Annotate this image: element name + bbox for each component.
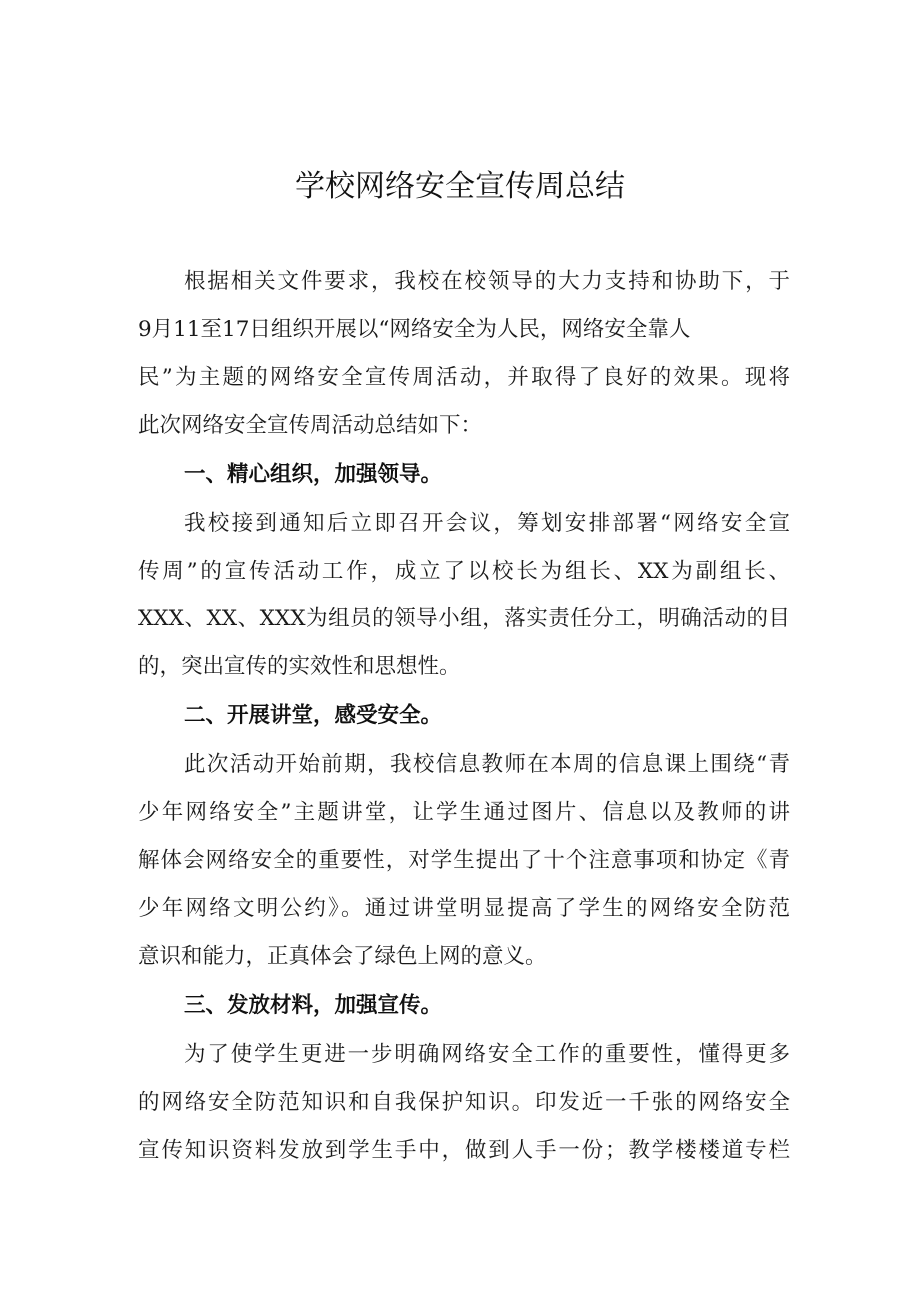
section-1-line-3: XXX、XX、XXX为组员的领导小组，落实责任分工，明确活动的目: [138, 606, 790, 631]
section-2-line-4: 少年网络文明公约》。通过讲堂明显提高了学生的网络安全防范: [138, 896, 790, 921]
section-3-line-2: 的网络安全防范知识和自我保护知识。印发近一千张的网络安全: [138, 1090, 790, 1115]
section-2-heading: 二、开展讲堂，感受安全。: [184, 703, 443, 728]
intro-line-2: 9月11至17日组织开展以“网络安全为人民，网络安全靠人: [138, 317, 691, 342]
section-2-line-1: 此次活动开始前期，我校信息教师在本周的信息课上围绕“青: [184, 752, 790, 777]
intro-line-4: 此次网络安全宣传周活动总结如下：: [138, 413, 483, 438]
section-1-line-2: 传周”的宣传活动工作，成立了以校长为组长、XX为副组长、: [138, 559, 790, 584]
section-1-line-4: 的，突出宣传的实效性和思想性。: [138, 654, 461, 679]
section-3-heading: 三、发放材料，加强宣传。: [184, 993, 443, 1018]
section-2-line-5: 意识和能力，正真体会了绿色上网的意义。: [138, 944, 547, 969]
intro-line-1: 根据相关文件要求，我校在校领导的大力支持和协助下，于: [184, 269, 790, 294]
section-3-line-1: 为了使学生更进一步明确网络安全工作的重要性，懂得更多: [184, 1042, 790, 1067]
section-1-line-1: 我校接到通知后立即召开会议，筹划安排部署“网络安全宣: [184, 511, 790, 536]
intro-line-3: 民”为主题的网络安全宣传周活动，并取得了良好的效果。现将: [138, 365, 790, 390]
section-2-line-2: 少年网络安全”主题讲堂，让学生通过图片、信息以及教师的讲: [138, 800, 790, 825]
document-title: 学校网络安全宣传周总结: [295, 169, 625, 204]
section-3-line-3: 宣传知识资料发放到学生手中，做到人手一份；教学楼楼道专栏: [138, 1138, 790, 1163]
section-2-line-3: 解体会网络安全的重要性，对学生提出了十个注意事项和协定《青: [138, 848, 790, 873]
section-1-heading: 一、精心组织，加强领导。: [184, 462, 443, 487]
